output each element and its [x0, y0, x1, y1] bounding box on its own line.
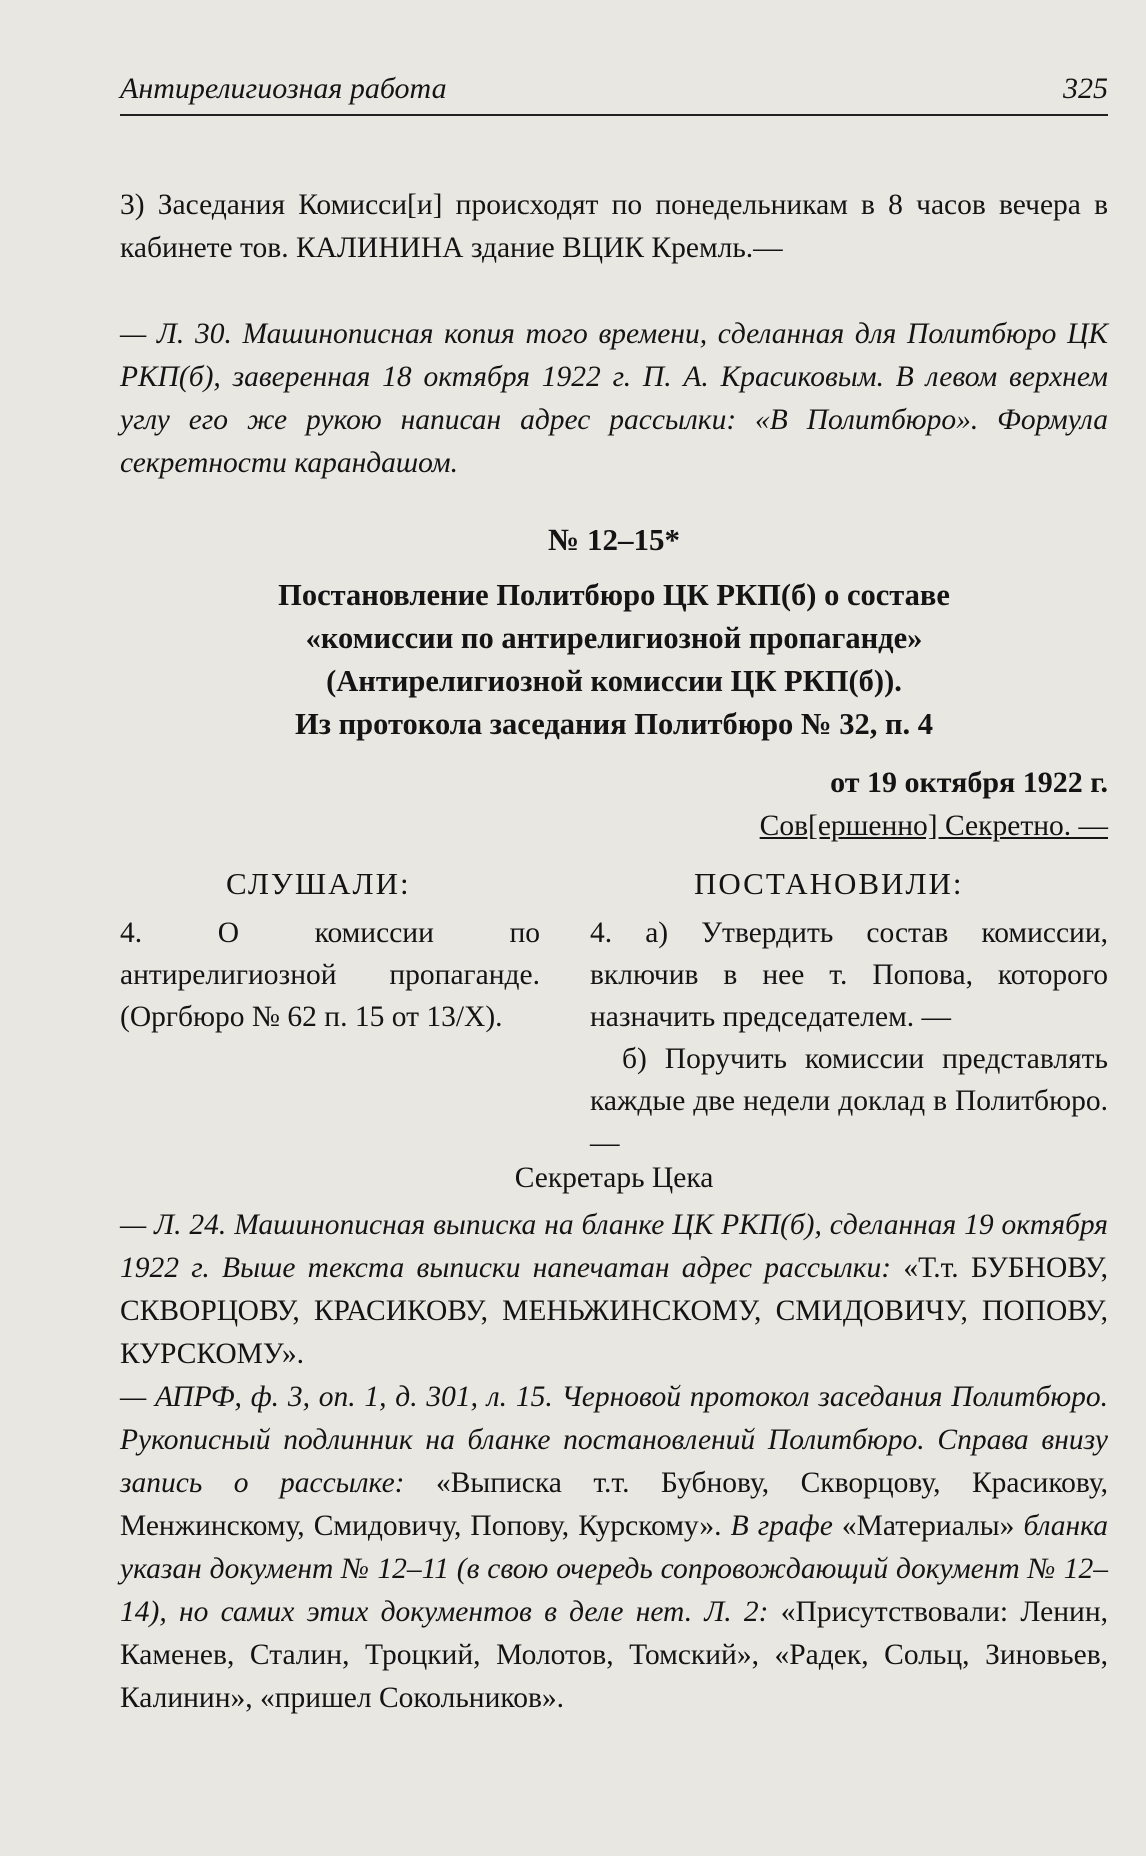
page-number: 325	[1063, 72, 1108, 105]
archival-note-3-plain-2: «Материалы»	[841, 1510, 1015, 1542]
running-header	[120, 68, 1108, 116]
document-title-line-4: Из протокола заседания Политбюро № 32, п. 4	[294, 707, 934, 741]
resolved-text	[590, 912, 1108, 1164]
archival-note-3-italic-3: бланка указан документ № 12–11 (в свою очередь сопровождающий документ № 12–14), но самих этих документов в деле нет. Л. 2:	[120, 1510, 1108, 1628]
archival-note-3-plain-3: «Присутствовали: Ленин, Каменев, Сталин, Троцкий, Молотов, Томский», «Радек, Сольц, Зиновьев, Калинин», «пришел Сокольников».	[120, 1596, 1109, 1714]
archival-note-3-italic-2: В графе	[730, 1510, 833, 1542]
item-3-paragraph: 3) Заседания Комисси[и] происходят по понедельникам в 8 часов вечера в кабинете тов. КАЛИНИНА здание ВЦИК Кремль.—	[120, 189, 1108, 264]
archival-note-2-addressees: «Т.т. БУБНОВУ, СКВОРЦОВУ, КРАСИКОВУ, МЕНЬЖИНСКОМУ, СМИДОВИЧУ, ПОПОВУ, КУРСКОМУ».	[120, 1252, 1109, 1370]
document-title-line-3: (Антирелигиозной комиссии ЦК РКП(б)).	[326, 664, 902, 698]
document-date: от 19 октября 1922 г.	[830, 766, 1108, 799]
document-number: № 12–15*	[548, 522, 680, 557]
resolved-item-a: 4. а) Утвердить состав комиссии, включив в нее т. Попова, которого назначить председателем. —	[590, 917, 1108, 1033]
heard-text: 4. О комиссии по антирелигиозной пропаганде. (Оргбюро № 62 п. 15 от 13/X).	[120, 917, 540, 1033]
secrecy-mark: Сов[ершенно] Секретно. —	[759, 810, 1108, 842]
archival-note-3	[120, 1376, 1108, 1720]
resolved-label: ПОСТАНОВИЛИ:	[694, 866, 964, 901]
archival-note-3-italic-1: — АПРФ, ф. 3, оп. 1, д. 301, л. 15. Черновой протокол заседания Политбюро. Рукописный подлинник на бланке постановлений Политбюро. Справа внизу запись о рассылке:	[120, 1381, 1108, 1499]
resolved-item-b: б) Поручить комиссии представлять каждые две недели доклад в Политбюро.—	[590, 1043, 1108, 1159]
signer: Секретарь Цека	[514, 1162, 714, 1194]
heard-label: СЛУШАЛИ:	[226, 866, 411, 901]
archival-note-3-plain-1: «Выписка т.т. Бубнову, Скворцову, Красикову, Менжинскому, Смидовичу, Попову, Курскому».	[120, 1467, 1109, 1542]
running-title: Антирелигиозная работа	[120, 72, 447, 105]
archival-note-2-italic: — Л. 24. Машинописная выписка на бланке ЦК РКП(б), сделанная 19 октября 1922 г. Выше текста выписки напечатан адрес рассылки:	[120, 1209, 1108, 1284]
document-title-line-2: «комиссии по антирелигиозной пропаганде»	[305, 621, 923, 655]
archival-note-1: — Л. 30. Машинописная копия того времени, сделанная для Политбюро ЦК РКП(б), заверенная 18 октября 1922 г. П. А. Красиковым. В левом верхнем углу его же рукою написан адрес рассылки: «В Политбюро». Формула секретности карандашом.	[120, 318, 1108, 479]
document-title	[120, 574, 1108, 746]
archival-note-2	[120, 1204, 1108, 1376]
document-title-line-1: Постановление Политбюро ЦК РКП(б) о составе	[278, 578, 950, 612]
